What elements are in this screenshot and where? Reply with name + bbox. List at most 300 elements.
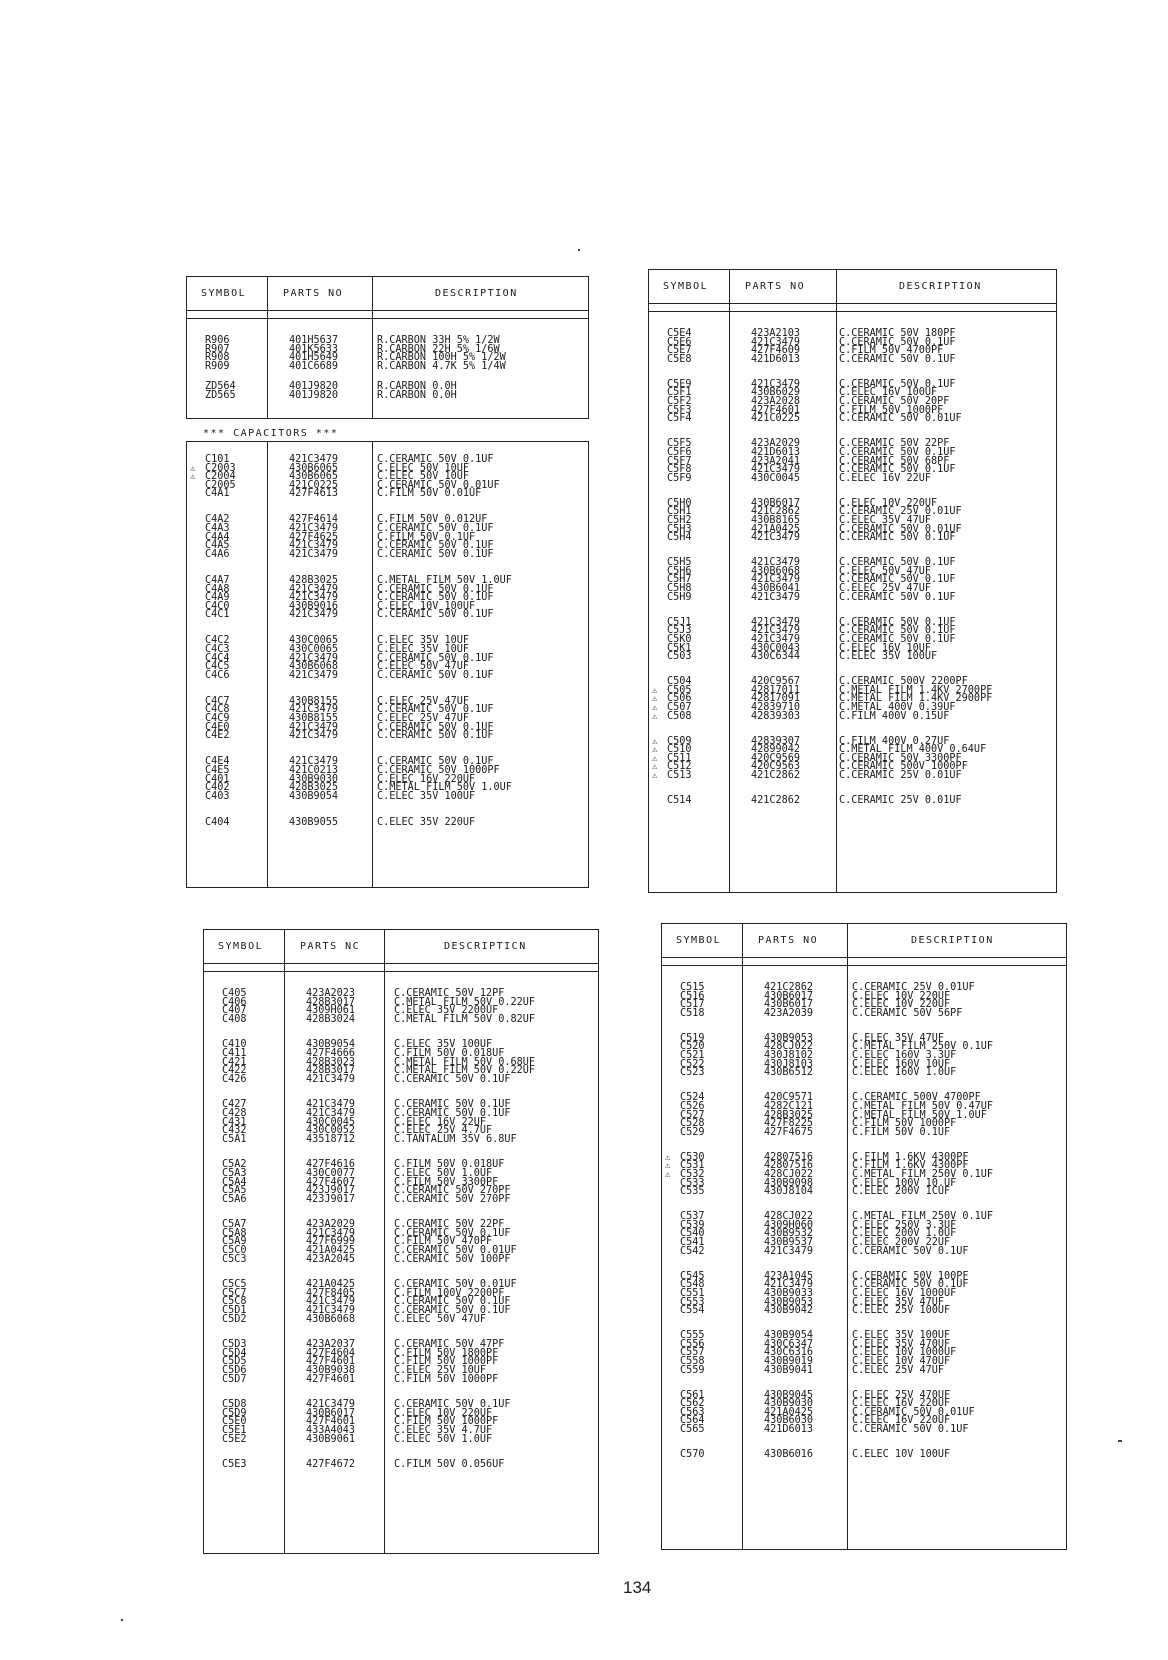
row-group — [666, 1270, 1066, 1317]
symbol-cell: C5H9 — [667, 591, 692, 603]
description-cell: C.CERAMIC 25V 0.01UF — [852, 982, 975, 993]
symbol-cell: C5H8 — [667, 583, 692, 595]
header-rule — [187, 311, 588, 319]
parts-no-cell: 421C3479 — [289, 454, 339, 465]
symbol-cell: C4C7 — [205, 695, 230, 707]
symbol-cell: C561 — [680, 1389, 705, 1401]
parts-no-cell: 427F4604 — [306, 1347, 356, 1359]
description-cell: C.FILM 100V 2200PF — [394, 1287, 505, 1299]
description-cell: C.ELEC 25V 10UF — [394, 1365, 487, 1376]
parts-no-cell: 428B3017 — [306, 1065, 356, 1077]
description-cell: C.CERAMIC 50V 0.1UF — [377, 454, 494, 465]
symbol-cell: C5F2 — [667, 396, 692, 408]
description-cell: C.ELEC 10V 100UF — [852, 1449, 951, 1461]
description-header: DESCRIPTION — [435, 288, 518, 299]
symbol-cell: C5E7 — [667, 345, 692, 357]
row-group — [191, 383, 588, 400]
description-cell: C.ELEC 50V 47UF — [839, 565, 932, 577]
row-group — [208, 1041, 598, 1084]
description-cell: C.CERAMIC 50V 0.1UF — [394, 1305, 511, 1317]
symbol-cell: C411 — [222, 1047, 247, 1059]
safety-warning-icon: ⚠ — [652, 694, 658, 705]
safety-warning-icon: ⚠ — [665, 1161, 671, 1172]
description-cell: C.CERAMIC 50V 0.1UF — [839, 574, 956, 586]
parts-no-cell: 423A2037 — [306, 1339, 356, 1351]
symbol-cell: C5D7 — [222, 1373, 247, 1385]
parts-no-cell: 421C3479 — [751, 616, 801, 628]
header-rule — [662, 958, 1066, 966]
parts-no-cell: 430B9030 — [289, 773, 339, 785]
symbol-cell: C2004 — [205, 471, 236, 483]
description-cell: C.ELEC 160V 1.0UF — [852, 1067, 957, 1079]
description-cell: C.METAL FILM 50V 1.0UF — [377, 574, 512, 586]
table-row — [208, 1073, 598, 1085]
parts-no-cell: 421C3479 — [306, 1107, 356, 1119]
symbol-cell: C5K0 — [667, 633, 692, 645]
description-cell: C.ELEC 35V 100UF — [852, 1330, 951, 1342]
row-group — [653, 330, 1056, 364]
symbol-cell: C539 — [680, 1219, 705, 1231]
symbol-cell: C4E5 — [205, 764, 230, 776]
description-cell: C.ELEC 25V 47UF — [377, 713, 470, 725]
parts-no-cell: 430B9098 — [764, 1177, 814, 1189]
parts-no-cell: 421C3479 — [289, 583, 339, 595]
symbol-cell: C4A9 — [205, 592, 230, 604]
symbol-cell: C564 — [680, 1415, 705, 1427]
symbol-cell: C5A9 — [222, 1236, 247, 1248]
parts-no-cell: 423A2045 — [306, 1253, 356, 1265]
description-cell: C.CERAMIC 25V 0.01UF — [839, 770, 962, 782]
description-cell: C.CERAMIC 50V 0.01UF — [852, 1406, 975, 1418]
row-group — [653, 797, 1056, 806]
parts-no-cell: 427F4613 — [289, 488, 339, 500]
symbol-cell: C5C7 — [222, 1287, 247, 1299]
symbol-cell: C5F1 — [667, 387, 692, 399]
symbol-cell: C5D9 — [222, 1407, 247, 1419]
description-cell: R.CARBON 0.0H — [377, 389, 457, 401]
table-row — [191, 548, 588, 560]
table-row — [191, 360, 588, 372]
parts-no-cell: 430B6068 — [306, 1313, 356, 1325]
table-row — [208, 1133, 598, 1145]
row-group — [653, 497, 1056, 544]
description-header: DESCRIPTION — [911, 935, 994, 946]
symbol-cell: C5D2 — [222, 1313, 247, 1325]
symbol-cell: C4C8 — [205, 704, 230, 716]
symbol-cell: C431 — [222, 1116, 247, 1128]
row-group — [191, 456, 588, 499]
description-cell: C.FILM 50V 4700PF — [839, 345, 944, 357]
description-cell: C.METAL FILM 50V 0.82UF — [394, 1013, 536, 1025]
symbol-cell: C5C3 — [222, 1253, 247, 1265]
description-cell: C.ELEC 10V 220UF — [394, 1407, 493, 1419]
row-group — [208, 1461, 598, 1470]
symbol-cell: C422 — [222, 1065, 247, 1077]
symbol-cell: C4E4 — [205, 756, 230, 768]
symbol-cell: C5H5 — [667, 557, 692, 569]
parts-no-cell: 430C0043 — [751, 642, 801, 654]
parts-no-cell: 430J8102 — [764, 1050, 814, 1062]
safety-warning-icon: ⚠ — [652, 711, 658, 722]
description-cell: C.FILM 50V 0.018UF — [394, 1047, 505, 1059]
symbol-cell: C529 — [680, 1126, 705, 1138]
description-cell: C.CERAMIC 50V 0.01UF — [377, 479, 500, 491]
parts-no-cell: 430B9045 — [764, 1389, 814, 1401]
symbol-cell: C4A4 — [205, 531, 230, 543]
symbol-cell: C4C1 — [205, 609, 230, 621]
symbol-cell: C553 — [680, 1296, 705, 1308]
description-cell: C.CERAMIC 50V 47PF — [394, 1339, 505, 1351]
parts-no-cell: 421D6013 — [751, 353, 801, 365]
table-body — [191, 337, 588, 413]
parts-no-cell: 423A2029 — [751, 438, 801, 450]
parts-no-cell: 430C0052 — [306, 1125, 356, 1137]
symbol-cell: C555 — [680, 1330, 705, 1342]
description-cell: C.ELEC 35V 4.7UF — [394, 1424, 493, 1436]
parts-no-cell: 401J9820 — [289, 381, 339, 393]
symbol-cell: C5A5 — [222, 1185, 247, 1197]
parts-no-cell: 421A0425 — [306, 1279, 356, 1291]
table-row — [191, 732, 588, 741]
symbol-cell: C5D1 — [222, 1305, 247, 1317]
description-cell: C.ELEC 35V 100UF — [394, 1039, 493, 1051]
description-cell: C.METAL FILM 250V 0.1UF — [852, 1211, 994, 1223]
table-row — [666, 1245, 1066, 1257]
parts-table-capacitors-3 — [203, 929, 599, 1554]
description-cell: C.FILM 50V 1000PF — [839, 404, 944, 416]
symbol-cell: C5F5 — [667, 438, 692, 450]
parts-no-cell: 427F8225 — [764, 1118, 814, 1130]
symbol-header: SYMBOL — [663, 281, 709, 292]
symbol-cell: C5F6 — [667, 446, 692, 458]
symbol-cell: R908 — [205, 352, 230, 364]
description-cell: C.ELEC 10V 100UF — [377, 600, 476, 612]
parts-no-cell: 430C0077 — [306, 1167, 356, 1179]
description-cell: C.ELEC 160V 3.3UF — [852, 1050, 957, 1062]
symbol-cell: C5C5 — [222, 1279, 247, 1291]
parts-no-cell: 423A2028 — [751, 396, 801, 408]
table-row — [653, 772, 1056, 781]
parts-no-cell: 427F4601 — [306, 1416, 356, 1428]
description-header: DESCRIPTION — [899, 281, 982, 292]
parts-no-cell: 427F4616 — [306, 1159, 356, 1171]
symbol-cell: C5F4 — [667, 413, 692, 425]
parts-no-cell: 420C9563 — [751, 761, 801, 773]
parts-no-cell: 430B9532 — [764, 1228, 814, 1240]
description-cell: C.CERAMIC 50V 0.01UF — [839, 413, 962, 425]
parts-no-cell: 430B6068 — [751, 565, 801, 577]
parts-no-cell: 423A2041 — [751, 455, 801, 467]
description-cell: C.CERAMIC 50V 0.01UF — [394, 1245, 517, 1257]
symbol-cell: C570 — [680, 1449, 705, 1461]
parts-no-cell: 430B9055 — [289, 816, 339, 828]
description-cell: C.ELEC 16V 1000UF — [852, 1287, 957, 1299]
description-cell: C.CERAMIC 50V 0.1UF — [377, 583, 494, 595]
description-cell: C.CERAMIC 500V 2200PF — [839, 676, 968, 688]
symbol-cell: C427 — [222, 1099, 247, 1111]
parts-no-cell: 421C0225 — [289, 479, 339, 491]
table-header — [649, 270, 1056, 304]
table-row — [191, 490, 588, 499]
parts-no-cell: 421D6013 — [751, 446, 801, 458]
description-cell: C.CERAMIC 50V 0.1UF — [377, 730, 494, 742]
description-cell: C.METAL FILM 400V 0.64UF — [839, 744, 987, 756]
parts-no-cell: 420C9571 — [764, 1092, 814, 1104]
parts-no-cell: 421C3479 — [289, 523, 339, 535]
description-cell: C.METAL FILM 250V 0.1UF — [852, 1041, 994, 1053]
row-group — [665, 1151, 1066, 1198]
table-row — [652, 710, 1056, 722]
symbol-cell: C2003 — [205, 462, 236, 474]
parts-table-resistors — [186, 276, 589, 419]
description-cell: C.CERAMIC 50V 0.1UF — [394, 1296, 511, 1308]
symbol-cell: C520 — [680, 1041, 705, 1053]
description-cell: C.METAL FILM 50V 0.68UF — [394, 1056, 536, 1068]
description-cell: R.CARBON 33H 5% 1/2W — [377, 335, 500, 346]
description-cell: C.METAL FILM 50V 1.0UF — [377, 782, 512, 794]
table-row — [191, 669, 588, 681]
description-cell: C.ELEC 16V 220UF — [852, 1398, 951, 1410]
description-cell: C.CERAMIC 50V 0.1UF — [839, 591, 956, 603]
safety-warning-icon: ⚠ — [652, 753, 658, 764]
symbol-cell: C532 — [680, 1169, 705, 1180]
parts-no-cell: 430C6347 — [764, 1338, 814, 1350]
symbol-cell: C5C8 — [222, 1296, 247, 1308]
parts-no-cell: 430B9042 — [764, 1305, 814, 1317]
table-header — [662, 924, 1066, 958]
parts-no-cell: 430B9053 — [764, 1296, 814, 1308]
parts-no-cell: 421C3479 — [306, 1227, 356, 1239]
scan-speck — [578, 249, 580, 251]
parts-no-cell: 423J9017 — [306, 1185, 356, 1197]
parts-no-cell: 421C3479 — [751, 464, 801, 476]
row-group — [208, 1281, 598, 1324]
table-row — [666, 1364, 1066, 1376]
parts-no-cell: 421C3479 — [751, 591, 801, 603]
description-cell: C.CERAMIC 50V 0.01UF — [839, 523, 962, 535]
table-row — [208, 1433, 598, 1445]
safety-warning-icon: ⚠ — [652, 736, 658, 747]
symbol-cell: C5D8 — [222, 1399, 247, 1411]
description-cell: C.ELEC 35V 220UF — [377, 816, 476, 828]
parts-no-cell: 42839710 — [751, 702, 801, 713]
description-cell: C.FILM 50V 0.01UF — [377, 488, 482, 500]
table-row — [191, 790, 588, 802]
symbol-header: SYMBOL — [676, 935, 722, 946]
symbol-cell: C533 — [680, 1177, 705, 1189]
description-cell: C.ELEC 16V 220UF — [852, 1415, 951, 1427]
description-cell: C.FILM 50V 1000PF — [394, 1373, 499, 1385]
description-cell: C.CERAMIC 50V 180PF — [839, 328, 956, 339]
symbol-cell: C5A8 — [222, 1227, 247, 1239]
description-cell: C.CERAMIC 50V 1000PF — [377, 764, 500, 776]
parts-no-cell: 423A1045 — [764, 1270, 814, 1282]
scan-speck — [121, 1619, 123, 1621]
symbol-cell: C519 — [680, 1032, 705, 1044]
parts-no-cell: 428B3025 — [289, 782, 339, 794]
safety-warning-icon: ⚠ — [190, 463, 196, 474]
symbol-cell: C511 — [667, 752, 692, 764]
description-cell: C.ELEC 35V 100UF — [377, 790, 476, 802]
table-body — [653, 330, 1056, 822]
parts-no-cell: 433A4043 — [306, 1424, 356, 1436]
parts-no-cell: 427F6999 — [306, 1236, 356, 1248]
description-cell: C.ELEC 16V 22UF — [839, 472, 932, 484]
parts-no-cell: 430B6065 — [289, 471, 339, 483]
parts-no-cell: 421C3479 — [751, 532, 801, 544]
description-cell: C.FILM 50V 0.012UF — [377, 514, 488, 526]
parts-no-cell: 428CJ022 — [764, 1041, 814, 1053]
table-row — [653, 353, 1056, 365]
symbol-cell: C562 — [680, 1398, 705, 1410]
parts-no-cell: 421C3479 — [306, 1099, 356, 1111]
row-group — [653, 559, 1056, 602]
parts-no-cell: 423A2039 — [764, 1007, 814, 1019]
parts-no-cell: 430B8155 — [289, 695, 339, 707]
parts-no-cell: 4309H060 — [764, 1219, 814, 1231]
table-row — [208, 1461, 598, 1470]
parts-no-cell: 4282C121 — [764, 1100, 814, 1112]
parts-no-cell: 430C6344 — [751, 651, 801, 663]
parts-no-cell: 401K5633 — [289, 343, 339, 355]
symbol-cell: C5K1 — [667, 642, 692, 654]
safety-warning-icon: ⚠ — [652, 745, 658, 756]
table-body — [208, 990, 598, 1487]
parts-no-cell: 427F4601 — [306, 1356, 356, 1368]
parts-no-cell: 401J9820 — [289, 389, 339, 401]
parts-no-cell: 42807516 — [764, 1151, 814, 1163]
table-header — [204, 930, 598, 964]
parts-no-cell: 423A2029 — [306, 1219, 356, 1231]
description-cell: C.ELEC 35V 47UF — [839, 515, 932, 526]
symbol-cell: C557 — [680, 1347, 705, 1359]
table-row — [653, 472, 1056, 484]
parts-no-cell: 428B3023 — [306, 1056, 356, 1068]
parts-no-cell: 421C3479 — [751, 633, 801, 645]
description-cell: C.TANTALUM 35V 6.8UF — [394, 1133, 517, 1145]
symbol-cell: C5C0 — [222, 1245, 247, 1257]
description-cell: R.CARBON 4.7K 5% 1/4W — [377, 360, 506, 372]
description-cell: C.CERAMIC 50V 0.1UF — [377, 540, 494, 552]
symbol-cell: C4A2 — [205, 514, 230, 526]
symbol-cell: C4C2 — [205, 635, 230, 647]
description-cell: C.ELEC 16V 220UF — [377, 773, 476, 785]
description-cell: C.CERAMIC 50V 68PF — [839, 455, 950, 467]
row-group — [652, 735, 1056, 782]
parts-no-cell: 42899042 — [751, 744, 801, 756]
symbol-cell: C5D4 — [222, 1347, 247, 1359]
row-group — [208, 1161, 598, 1204]
description-cell: C.CERAMIC 50V 12PF — [394, 988, 505, 999]
description-cell: C.CERAMIC 50V 0.1UF — [839, 625, 956, 637]
description-cell: C.ELEC 50V 10UF — [377, 471, 470, 483]
table-row — [666, 1069, 1066, 1078]
parts-no-header: PARTS NO — [758, 935, 819, 946]
symbol-cell: C4C3 — [205, 644, 230, 655]
parts-no-header: PARTS NO — [283, 288, 344, 299]
description-cell: C.CERAMIC 50V 0.1UF — [839, 336, 956, 348]
table-row — [666, 1188, 1066, 1197]
symbol-cell: C101 — [205, 454, 230, 465]
description-cell: C.ELEC 25V 4.7UF — [394, 1125, 493, 1137]
description-cell: C.METAL FILM 50V 1.0UF — [852, 1109, 987, 1121]
symbol-cell: C5D5 — [222, 1356, 247, 1368]
symbol-cell: C517 — [680, 999, 705, 1011]
symbol-cell: C4A3 — [205, 523, 230, 535]
symbol-cell: C506 — [667, 693, 692, 705]
description-cell: C.CERAMIC 50V 0.1UF — [852, 1424, 969, 1436]
symbol-cell: C513 — [667, 770, 692, 782]
symbol-cell: C521 — [680, 1050, 705, 1062]
description-cell: C.CERAMIC 50V 0.1UF — [839, 616, 956, 628]
symbol-cell: C542 — [680, 1245, 705, 1257]
description-cell: C.ELEC 50V 1.0UF — [394, 1167, 493, 1179]
parts-no-cell: 430C0045 — [306, 1116, 356, 1128]
description-cell: C.FILM 1.6KV 4300PF — [852, 1151, 969, 1163]
symbol-cell: C565 — [680, 1424, 705, 1436]
safety-warning-icon: ⚠ — [665, 1170, 671, 1180]
safety-warning-icon: ⚠ — [652, 685, 658, 696]
capacitors-heading: *** CAPACITORS *** — [203, 428, 339, 439]
parts-no-cell: 423J9017 — [306, 1193, 356, 1205]
symbol-cell: C432 — [222, 1125, 247, 1137]
parts-no-cell: 421A0425 — [764, 1406, 814, 1418]
symbol-cell: C5D3 — [222, 1339, 247, 1351]
description-cell: C.ELEC 35V 470UF — [852, 1338, 951, 1350]
description-cell: C.CERAMIC 50V 0.1UF — [377, 721, 494, 733]
description-cell: C.ELEC 35V 100UF — [839, 651, 938, 663]
symbol-cell: C404 — [205, 816, 230, 828]
description-cell: C.ELEC 25V 47UF — [852, 1364, 945, 1376]
parts-no-cell: 430B6512 — [764, 1067, 814, 1079]
description-cell: C.CERAMIC 50V 0.1UF — [839, 464, 956, 476]
parts-no-cell: 430B9537 — [764, 1237, 814, 1249]
symbol-header: SYMBOL — [201, 288, 247, 299]
safety-warning-icon: ⚠ — [190, 472, 196, 483]
table-row — [191, 611, 588, 620]
table-row — [653, 415, 1056, 424]
description-cell: C.FILM 400V 0.27UF — [839, 735, 950, 747]
symbol-cell: C509 — [667, 735, 692, 747]
symbol-cell: C428 — [222, 1107, 247, 1119]
symbol-cell: C5A3 — [222, 1167, 247, 1179]
table-body — [191, 456, 588, 845]
description-cell: C.CERAMIC 50V 0.1UF — [394, 1227, 511, 1239]
description-cell: C.CERAMIC 50V 0.1UF — [852, 1279, 969, 1291]
symbol-cell: C554 — [680, 1305, 705, 1317]
parts-no-cell: 430C0045 — [751, 472, 801, 484]
description-cell: C.METAL FILM 50V 0.22UF — [394, 996, 536, 1008]
parts-no-cell: 430C0065 — [289, 644, 339, 655]
parts-no-cell: 430C0065 — [289, 635, 339, 647]
parts-no-cell: 421A0425 — [751, 523, 801, 535]
symbol-cell: C5A4 — [222, 1176, 247, 1188]
symbol-cell: R906 — [205, 335, 230, 346]
parts-no-cell: 421C2862 — [751, 506, 801, 518]
table-body — [666, 984, 1066, 1476]
symbol-cell: C537 — [680, 1211, 705, 1223]
symbol-cell: C401 — [205, 773, 230, 785]
table-header — [187, 277, 588, 311]
parts-no-cell: 430J8103 — [764, 1058, 814, 1070]
symbol-cell: C507 — [667, 702, 692, 713]
table-row — [191, 389, 588, 401]
row-group — [208, 1101, 598, 1144]
parts-no-cell: 421C3479 — [306, 1305, 356, 1317]
description-cell: C.ELEC 10V 220UF — [839, 497, 938, 509]
description-cell: C.CERAMIC 50V 0.1UF — [852, 1245, 969, 1257]
description-cell: C.CERAMIC 50V 0.1UF — [377, 548, 494, 560]
